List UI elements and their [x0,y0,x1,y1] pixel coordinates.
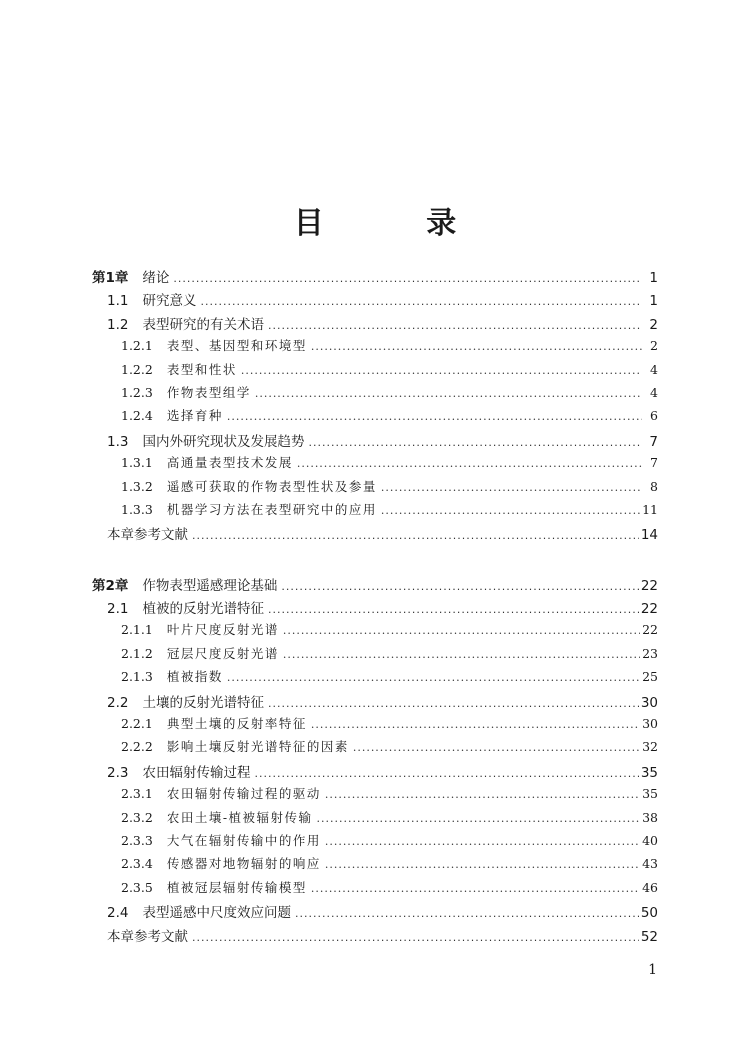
toc-section-entry[interactable] [92,737,658,760]
toc-entry-label: 植被的反射光谱特征 [142,601,264,618]
toc-entry-page: 2 [650,338,658,354]
section-gap [92,547,658,574]
toc-entry-label: 典型土壤的反射率特征 [166,716,307,732]
toc-entry-label: 表型遥感中尺度效应问题 [142,905,291,922]
toc-leader-dots [192,529,639,542]
toc-leader-dots [283,624,640,637]
toc-entry-number: 2.1.1 [121,622,153,638]
toc-leader-dots [311,718,640,731]
toc-leader-dots [297,457,642,470]
toc-section-entry[interactable] [92,878,658,901]
toc-leader-dots [317,812,641,825]
toc-entry-label: 高通量表型技术发展 [166,455,293,471]
toc-entry-page: 30 [640,694,658,711]
toc-entry-number: 1.3 [107,433,129,450]
toc-entry-number: 1.3.2 [121,478,153,494]
toc-leader-dots [281,580,638,593]
toc-section-entry[interactable] [92,360,658,383]
toc-entry-page: 11 [642,501,658,517]
toc-chapter-entry[interactable] [92,266,658,289]
toc-entry-number: 2.1.3 [121,669,153,685]
toc-entry-number: 2.2 [107,694,129,711]
toc-entry-page: 43 [642,856,658,872]
toc-entry-label: 农田辐射传输过程的驱动 [166,786,321,802]
toc-entry-label: 本章参考文献 [107,928,188,945]
toc-entry-label: 国内外研究现状及发展趋势 [142,433,305,450]
toc-entry-label: 大气在辐射传输中的作用 [166,832,321,848]
toc-entry-number: 1.2 [107,316,129,333]
toc-leader-dots [268,603,639,616]
toc-entry-page: 23 [642,645,658,661]
toc-entry-page: 2 [649,316,658,333]
toc-entry-number: 第2章 [92,577,129,594]
toc-entry-label: 植被指数 [166,669,223,685]
toc-entry-page: 46 [642,879,658,895]
toc-entry-number: 2.3.4 [121,856,153,872]
toc-section-entry[interactable] [92,644,658,667]
toc-entry-number: 2.3.3 [121,832,153,848]
toc-entry-number: 2.2.2 [121,739,153,755]
toc-leader-dots [353,741,640,754]
toc-entry-label: 农田辐射传输过程 [142,764,251,781]
toc-leader-dots [308,436,642,449]
toc-entry-label: 表型研究的有关术语 [142,316,264,333]
toc-entry-number: 1.3.1 [121,455,153,471]
toc-chapter-entry[interactable] [92,574,658,597]
toc-entry-page: 6 [650,408,658,424]
toc-section-entry[interactable] [92,831,658,854]
toc-leader-dots [311,882,640,895]
toc-section-entry[interactable] [92,620,658,643]
toc-leader-dots [325,788,640,801]
toc-leader-dots [255,387,642,400]
toc-section-entry[interactable] [92,808,658,831]
toc-section-entry[interactable] [92,313,658,336]
toc-entry-label: 作物表型组学 [166,384,251,400]
toc-entry-number: 第1章 [92,270,129,286]
toc-leader-dots [192,931,639,944]
toc-leader-dots [325,858,640,871]
toc-entry-page: 7 [650,455,658,471]
toc-entry-page: 1 [649,293,658,310]
toc-leader-dots [295,907,639,920]
toc-leader-dots [227,671,640,684]
toc-entry-number: 2.4 [107,905,129,922]
toc-leader-dots [381,481,642,494]
toc-entry-label: 作物表型遥感理论基础 [142,577,278,594]
toc-section-entry[interactable] [92,453,658,476]
toc-entry-page: 4 [650,361,658,377]
toc-entry-page: 40 [642,832,658,848]
toc-entry-number: 2.3.5 [121,879,153,895]
toc-entry-label: 农田土壤-植被辐射传输 [166,809,313,825]
toc-entry-page: 22 [640,577,658,594]
toc-entry-label: 本章参考文献 [107,527,188,544]
toc-entry-page: 50 [640,905,658,922]
toc-entry-page: 35 [640,764,658,781]
toc-section-entry[interactable] [92,336,658,359]
toc-entry-label: 表型和性状 [166,361,237,377]
toc-references-entry[interactable] [92,523,658,546]
toc-entry-label: 研究意义 [142,293,197,310]
toc-section-entry[interactable] [92,500,658,523]
toc-entry-label: 影响土壤反射光谱特征的因素 [166,739,349,755]
toc-entry-page: 8 [650,478,658,494]
toc-leader-dots [173,272,642,285]
toc-entry-page: 1 [649,270,658,286]
toc-entry-label: 机器学习方法在表型研究中的应用 [166,501,377,517]
toc-section-entry[interactable] [92,289,658,312]
toc-leader-dots [227,410,642,423]
toc-entry-page: 30 [642,716,658,732]
toc-entry-number: 2.1 [107,601,129,618]
toc-leader-dots [200,295,642,308]
toc-leader-dots [254,767,638,780]
toc-entry-page: 38 [642,809,658,825]
table-of-contents [92,266,658,948]
toc-entry-number: 2.1.2 [121,645,153,661]
toc-entry-page: 7 [649,433,658,450]
toc-section-entry[interactable] [92,477,658,500]
toc-entry-page: 52 [640,928,658,945]
toc-leader-dots [268,697,639,710]
toc-title: 目 录 [293,206,503,241]
toc-section-entry[interactable] [92,667,658,690]
toc-section-entry[interactable] [92,597,658,620]
toc-entry-number: 2.3.1 [121,786,153,802]
toc-section-entry[interactable] [92,761,658,784]
toc-entry-number: 2.3 [107,764,129,781]
toc-entry-number: 1.2.4 [121,408,153,424]
toc-entry-page: 4 [650,384,658,400]
toc-entry-label: 选择育种 [166,408,223,424]
toc-section-entry[interactable] [92,430,658,453]
toc-entry-label: 土壤的反射光谱特征 [142,694,264,711]
toc-entry-page: 32 [642,739,658,755]
toc-entry-number: 2.2.1 [121,716,153,732]
toc-leader-dots [325,835,640,848]
toc-entry-page: 22 [642,622,658,638]
toc-section-entry[interactable] [92,784,658,807]
toc-leader-dots [283,648,640,661]
toc-entry-page: 25 [642,669,658,685]
toc-leader-dots [311,340,642,353]
toc-leader-dots [381,504,640,517]
toc-entry-label: 表型、基因型和环境型 [166,338,307,354]
toc-entry-number: 2.3.2 [121,809,153,825]
toc-section-entry[interactable] [92,901,658,924]
toc-entry-label: 传感器对地物辐射的响应 [166,856,321,872]
toc-entry-number: 1.2.2 [121,361,153,377]
toc-references-entry[interactable] [92,925,658,948]
page-number: 1 [648,962,657,978]
toc-section-entry[interactable] [92,406,658,429]
toc-section-entry[interactable] [92,714,658,737]
toc-section-entry[interactable] [92,691,658,714]
toc-entry-label: 绪论 [142,270,170,286]
toc-section-entry[interactable] [92,383,658,406]
toc-entry-number: 1.2.1 [121,338,153,354]
toc-entry-page: 35 [642,786,658,802]
toc-entry-page: 22 [640,601,658,618]
toc-entry-number: 1.1 [107,293,129,310]
toc-entry-page: 14 [640,527,658,544]
toc-entry-number: 1.3.3 [121,501,153,517]
toc-entry-label: 叶片尺度反射光谱 [166,622,279,638]
toc-entry-number: 1.2.3 [121,384,153,400]
toc-leader-dots [241,364,642,377]
toc-entry-label: 冠层尺度反射光谱 [166,645,279,661]
toc-entry-label: 遥感可获取的作物表型性状及参量 [166,478,377,494]
toc-leader-dots [268,319,642,332]
toc-entry-label: 植被冠层辐射传输模型 [166,879,307,895]
toc-section-entry[interactable] [92,854,658,877]
